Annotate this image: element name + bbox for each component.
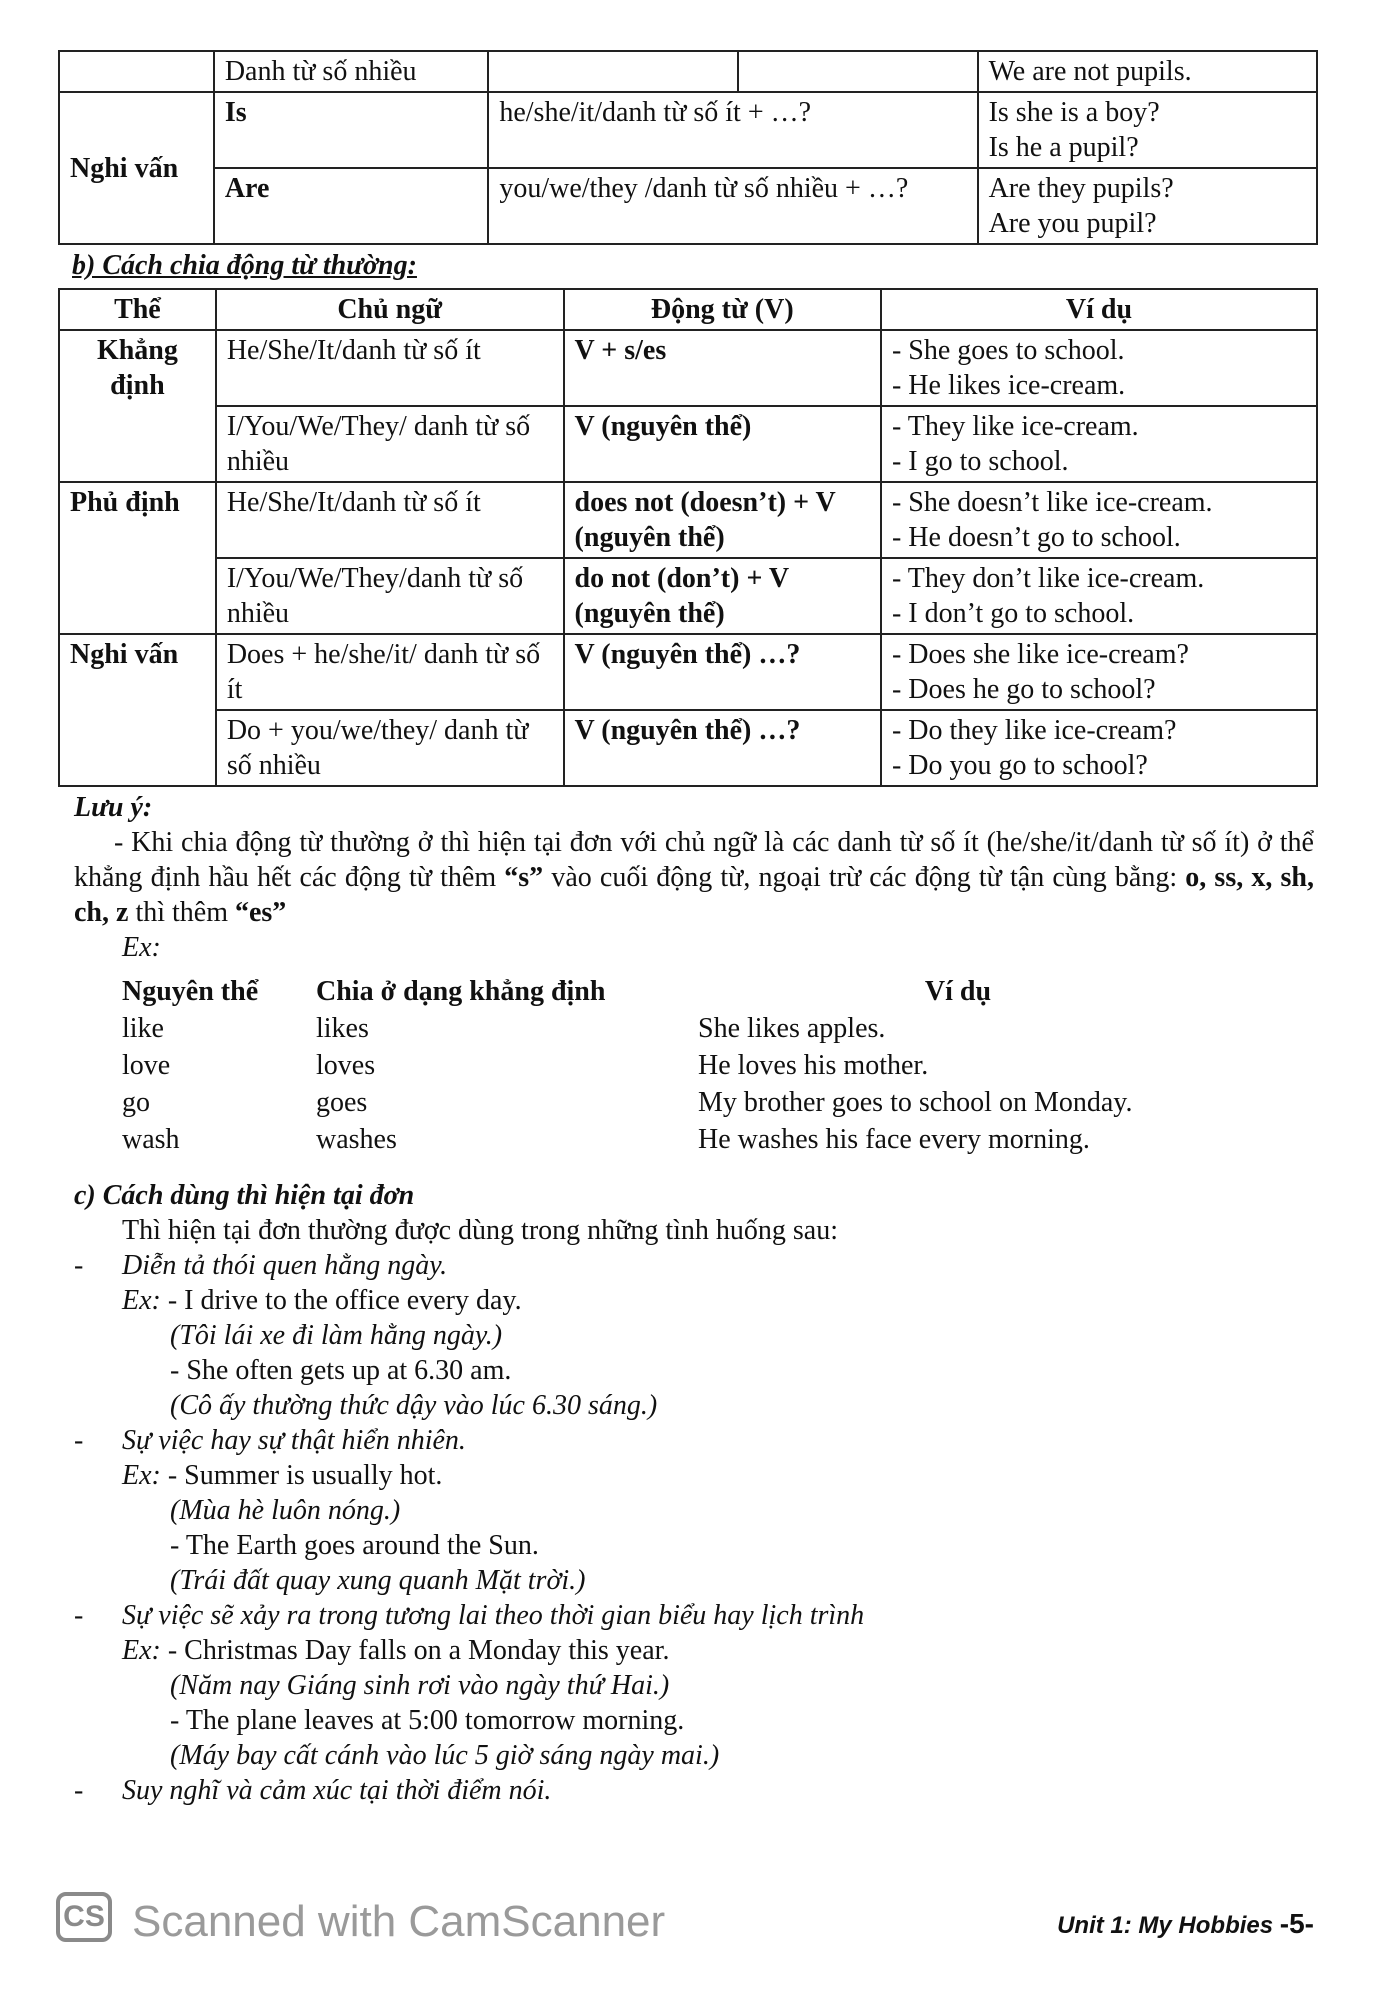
unit-label: Unit 1: My Hobbies	[1057, 1912, 1274, 1939]
table-cell: He washes his face every morning.	[698, 1124, 1090, 1155]
table-cell: washes	[316, 1124, 397, 1155]
table-cell: likes	[316, 1013, 369, 1044]
example-line	[74, 1283, 1314, 1318]
note-paragraph	[74, 825, 1314, 930]
table-row	[122, 1011, 1218, 1048]
example-line: - She goes to school.	[891, 335, 1125, 366]
conjugation-table-tobe	[58, 50, 1318, 245]
note-text: - Khi chia động từ thường ở thì hiện tại đơn với chủ ngữ là các danh từ số ít (he/she/it/danh từ số ít) ở thể khẳng định hầu hết các động từ thêm	[74, 827, 1314, 893]
verb-cell: does not (doesn’t) + V (nguyên thể)	[564, 482, 881, 558]
example-line	[74, 1633, 1314, 1668]
example-line: - I don’t go to school.	[891, 598, 1135, 629]
usage-item	[74, 1423, 1314, 1458]
column-header: Ví dụ	[924, 976, 992, 1007]
table-cell: Is	[214, 92, 489, 168]
section-intro: Thì hiện tại đơn thường được dùng trong những tình huống sau:	[122, 1215, 838, 1246]
example-line: - They don’t like ice-cream.	[891, 563, 1205, 594]
table-header-row	[122, 974, 1218, 1011]
example-line: Are they pupils?	[988, 173, 1174, 204]
group-label: Khẳng định	[59, 330, 216, 482]
usage-item	[74, 1773, 1314, 1808]
example-vi: (Tôi lái xe đi làm hằng ngày.)	[170, 1320, 503, 1351]
note-emphasis: “es”	[234, 897, 287, 928]
table-row	[122, 1085, 1218, 1122]
table-cell	[738, 51, 978, 92]
table-row	[122, 1122, 1218, 1159]
example-en: - Christmas Day falls on a Monday this year.	[167, 1635, 670, 1666]
usage-text: Sự việc hay sự thật hiển nhiên.	[122, 1425, 466, 1456]
example-cell	[881, 406, 1317, 482]
table-cell: loves	[316, 1050, 376, 1081]
table-cell: Danh từ số nhiều	[214, 51, 489, 92]
usage-text: Sự việc sẽ xảy ra trong tương lai theo thời gian biểu hay lịch trình	[122, 1600, 865, 1631]
table-cell: He loves his mother.	[698, 1050, 929, 1081]
table-cell	[488, 51, 738, 92]
table-cell: like	[122, 1013, 164, 1044]
example-line: Is he a pupil?	[988, 132, 1139, 163]
column-header: Ví dụ	[881, 289, 1317, 330]
section-heading-c: c) Cách dùng thì hiện tại đơn	[74, 1180, 415, 1211]
usage-item	[74, 1598, 1314, 1633]
subject-cell: I/You/We/They/danh từ số nhiều	[216, 558, 564, 634]
example-line: - He likes ice-cream.	[891, 370, 1126, 401]
example-line: - He doesn’t go to school.	[891, 522, 1181, 553]
example-line: Is she is a boy?	[988, 97, 1160, 128]
page-number: -5-	[1279, 1908, 1314, 1939]
table-row	[59, 558, 1317, 634]
bullet-dash: -	[74, 1425, 84, 1456]
verb-cell: V (nguyên thể) …?	[564, 710, 881, 786]
table-cell: go	[122, 1087, 150, 1118]
table-row	[59, 482, 1317, 558]
note-text: vào cuối động từ, ngoại trừ các động từ tận cùng bằng:	[543, 862, 1186, 893]
page-label	[1057, 1906, 1314, 1941]
example-vi: (Trái đất quay xung quanh Mặt trời.)	[170, 1565, 586, 1596]
page-footer	[56, 1888, 1320, 1948]
ex-label: Ex:	[122, 1635, 161, 1666]
table-header-row	[59, 289, 1317, 330]
example-vi: (Năm nay Giáng sinh rơi vào ngày thứ Hai.)	[170, 1670, 670, 1701]
table-cell: goes	[316, 1087, 368, 1118]
table-cell: My brother goes to school on Monday.	[698, 1087, 1133, 1118]
bullet-dash: -	[74, 1775, 84, 1806]
subject-cell: He/She/It/danh từ số ít	[216, 482, 564, 558]
example-en: - She often gets up at 6.30 am.	[170, 1355, 512, 1386]
example-line: Are you pupil?	[988, 208, 1157, 239]
example-en: - The plane leaves at 5:00 tomorrow morning.	[170, 1705, 685, 1736]
example-line: - Does she like ice-cream?	[891, 639, 1189, 670]
table-cell	[978, 92, 1317, 168]
example-vi: (Mùa hè luôn nóng.)	[170, 1495, 401, 1526]
table-row	[59, 92, 1317, 168]
table-cell: She likes apples.	[698, 1013, 886, 1044]
example-cell	[881, 558, 1317, 634]
example-vi: (Cô ấy thường thức dậy vào lúc 6.30 sáng.)	[170, 1390, 658, 1421]
verb-cell: V + s/es	[564, 330, 881, 406]
conjugation-table-regular-verbs	[58, 288, 1318, 787]
example-cell	[881, 634, 1317, 710]
group-label: Phủ định	[59, 482, 216, 634]
usage-item	[74, 1248, 1314, 1283]
verb-cell: do not (don’t) + V (nguyên thể)	[564, 558, 881, 634]
table-row	[122, 1048, 1218, 1085]
example-line: - I go to school.	[891, 446, 1069, 477]
example-cell	[881, 710, 1317, 786]
subject-cell: Do + you/we/they/ danh từ số nhiều	[216, 710, 564, 786]
table-cell: wash	[122, 1124, 180, 1155]
table-cell	[59, 51, 214, 92]
example-line: - They like ice-cream.	[891, 411, 1139, 442]
column-header: Động từ (V)	[564, 289, 881, 330]
example-vi: (Máy bay cất cánh vào lúc 5 giờ sáng ngày mai.)	[170, 1740, 720, 1771]
example-line: - Do you go to school?	[891, 750, 1148, 781]
section-heading-b: b) Cách chia động từ thường:	[72, 250, 417, 281]
scanner-watermark: Scanned with CamScanner	[132, 1897, 666, 1946]
group-label: Nghi vấn	[59, 92, 214, 244]
verb-cell: V (nguyên thể)	[564, 406, 881, 482]
ex-label: Ex:	[122, 1460, 161, 1491]
note-text: thì thêm	[128, 897, 235, 928]
table-cell: he/she/it/danh từ số ít + …?	[488, 92, 977, 168]
table-row	[59, 406, 1317, 482]
table-cell: We are not pupils.	[978, 51, 1317, 92]
table-cell: you/we/they /danh từ số nhiều + …?	[488, 168, 977, 244]
usage-text: Diễn tả thói quen hằng ngày.	[122, 1250, 448, 1281]
example-line: - Does he go to school?	[891, 674, 1156, 705]
column-header: Nguyên thể	[122, 976, 259, 1007]
verb-examples-table	[122, 974, 1218, 1159]
table-row	[59, 634, 1317, 710]
bullet-dash: -	[74, 1600, 84, 1631]
example-line: - Do they like ice-cream?	[891, 715, 1177, 746]
verb-cell: V (nguyên thể) …?	[564, 634, 881, 710]
group-label: Nghi vấn	[59, 634, 216, 786]
table-row	[59, 330, 1317, 406]
note-section	[74, 790, 1314, 965]
section-c	[74, 1178, 1314, 1808]
ex-label: Ex:	[122, 932, 161, 963]
example-cell	[881, 330, 1317, 406]
column-header: Chia ở dạng khẳng định	[316, 976, 606, 1007]
table-row	[59, 710, 1317, 786]
example-line: - She doesn’t like ice-cream.	[891, 487, 1213, 518]
subject-cell: I/You/We/They/ danh từ số nhiều	[216, 406, 564, 482]
subject-cell: He/She/It/danh từ số ít	[216, 330, 564, 406]
column-header: Thể	[59, 289, 216, 330]
column-header: Chủ ngữ	[216, 289, 564, 330]
table-cell: love	[122, 1050, 171, 1081]
example-line	[74, 1458, 1314, 1493]
ex-label: Ex:	[122, 1285, 161, 1316]
table-row	[59, 51, 1317, 92]
table-cell	[978, 168, 1317, 244]
table-row	[59, 168, 1317, 244]
note-emphasis: “s”	[504, 862, 544, 893]
note-emphasis: o, ss, x, sh, ch, z	[74, 862, 1314, 928]
usage-text: Suy nghĩ và cảm xúc tại thời điểm nói.	[122, 1775, 552, 1806]
example-en: - The Earth goes around the Sun.	[170, 1530, 539, 1561]
example-cell	[881, 482, 1317, 558]
example-en: - Summer is usually hot.	[167, 1460, 443, 1491]
note-title: Lưu ý:	[74, 792, 153, 823]
camscanner-logo-icon: CS	[56, 1892, 112, 1942]
subject-cell: Does + he/she/it/ danh từ số ít	[216, 634, 564, 710]
table-cell: Are	[214, 168, 489, 244]
example-en: - I drive to the office every day.	[167, 1285, 522, 1316]
bullet-dash: -	[74, 1250, 84, 1281]
